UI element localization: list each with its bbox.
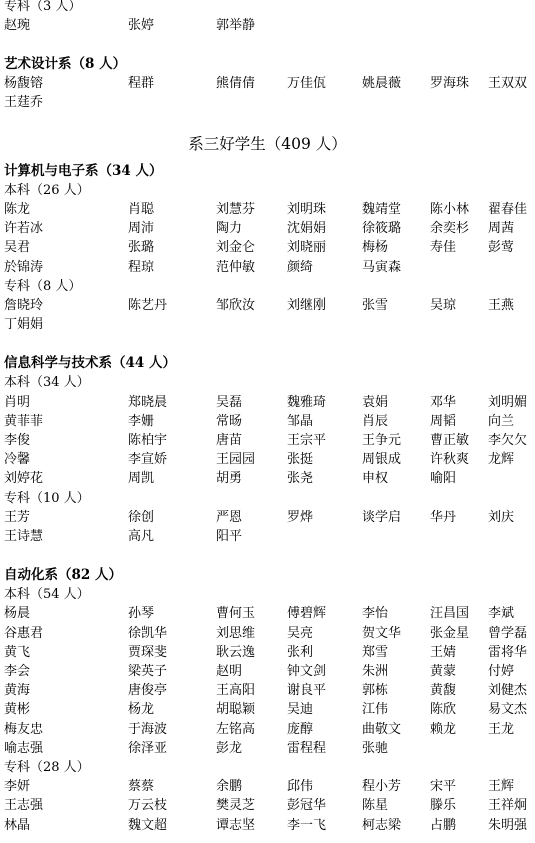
name-row <box>0 200 535 219</box>
name-row <box>0 796 535 815</box>
name-row <box>0 508 535 527</box>
student-name: 张尧 <box>287 471 314 487</box>
level-heading: 专科（28 人） <box>4 759 90 775</box>
student-name: 邹晶 <box>287 413 314 429</box>
name-row <box>0 816 535 835</box>
student-name: 曹何玉 <box>216 606 256 622</box>
student-name: 李俊 <box>4 432 31 448</box>
name-row <box>0 739 535 758</box>
level-heading: 专科（10 人） <box>4 490 90 506</box>
student-name: 朱明强 <box>488 817 528 833</box>
student-name: 李一飞 <box>287 817 327 833</box>
student-name: 王龙 <box>488 721 515 737</box>
student-name: 王争元 <box>362 432 402 448</box>
student-name: 周银成 <box>362 452 402 468</box>
student-name: 吴迪 <box>287 702 314 718</box>
student-name: 谷惠君 <box>4 625 44 641</box>
student-name: 程群 <box>128 76 155 92</box>
student-name: 刘晓丽 <box>287 240 327 256</box>
student-name: 罗海珠 <box>430 76 470 92</box>
student-name: 丁娟娟 <box>4 317 44 333</box>
student-name: 周茜 <box>488 221 515 237</box>
name-row <box>0 643 535 662</box>
student-name: 于海波 <box>128 721 168 737</box>
department-heading: 自动化系（82 人） <box>4 566 122 583</box>
student-name: 邓华 <box>430 394 457 410</box>
student-name: 翟春佳 <box>488 201 528 217</box>
student-name: 易文杰 <box>488 702 528 718</box>
student-name: 陶力 <box>216 221 243 237</box>
student-name: 陈小林 <box>430 201 470 217</box>
name-row <box>0 296 535 315</box>
student-name: 郭举静 <box>216 18 256 34</box>
student-name: 贾琛斐 <box>128 644 168 660</box>
student-name: 喻志强 <box>4 740 44 756</box>
student-name: 徐筱璐 <box>362 221 402 237</box>
student-name: 吴君 <box>4 240 31 256</box>
student-name: 詹晓玲 <box>4 297 44 313</box>
student-name: 耿云逸 <box>216 644 256 660</box>
name-row <box>0 720 535 739</box>
student-name: 傅碧辉 <box>287 606 327 622</box>
student-name: 刘明珠 <box>287 201 327 217</box>
student-name: 左铭高 <box>216 721 256 737</box>
student-name: 蔡蔡 <box>128 779 155 795</box>
name-row <box>0 74 535 93</box>
student-name: 谢良平 <box>287 683 327 699</box>
student-name: 李会 <box>4 663 31 679</box>
student-name: 雷程程 <box>287 740 327 756</box>
name-row <box>0 777 535 796</box>
student-name: 曾学磊 <box>488 625 528 641</box>
department-heading: 艺术设计系（8 人） <box>4 55 127 72</box>
student-name: 李怡 <box>362 606 389 622</box>
student-name: 王祥炯 <box>488 798 528 814</box>
student-name: 贺文华 <box>362 625 402 641</box>
name-row <box>0 238 535 257</box>
student-name: 谭志坚 <box>216 817 256 833</box>
student-name: 黄飞 <box>4 644 31 660</box>
student-name: 谈学启 <box>362 509 402 525</box>
student-name: 朱洲 <box>362 663 389 679</box>
student-name: 徐泽亚 <box>128 740 168 756</box>
student-name: 唐俊亭 <box>128 683 168 699</box>
student-name: 肖明 <box>4 394 31 410</box>
name-row <box>0 431 535 450</box>
student-name: 王燕 <box>488 297 515 313</box>
student-name: 杨馥镕 <box>4 76 44 92</box>
name-row <box>0 450 535 469</box>
student-name: 郑晓晨 <box>128 394 168 410</box>
name-row <box>0 93 535 112</box>
name-row <box>0 469 535 488</box>
student-name: 邱伟 <box>287 779 314 795</box>
student-name: 肖聪 <box>128 201 155 217</box>
student-name: 赵明 <box>216 663 243 679</box>
student-name: 周韬 <box>430 413 457 429</box>
student-name: 张金星 <box>430 625 470 641</box>
student-name: 程小芳 <box>362 779 402 795</box>
student-name: 万云枝 <box>128 798 168 814</box>
student-name: 曲敬文 <box>362 721 402 737</box>
student-name: 唐苗 <box>216 432 243 448</box>
name-row <box>0 16 535 35</box>
student-name: 庞醇 <box>287 721 314 737</box>
student-name: 黄彬 <box>4 702 31 718</box>
student-name: 王志强 <box>4 798 44 814</box>
student-name: 梅友忠 <box>4 721 44 737</box>
name-row <box>0 315 535 334</box>
student-name: 占鹏 <box>430 817 457 833</box>
name-row <box>0 681 535 700</box>
student-name: 许若冰 <box>4 221 44 237</box>
name-row <box>0 258 535 277</box>
student-name: 刘金仑 <box>216 240 256 256</box>
student-name: 陈柏宇 <box>128 432 168 448</box>
level-heading: 本科（34 人） <box>4 375 90 391</box>
student-name: 刘明媚 <box>488 394 528 410</box>
student-name: 刘婷花 <box>4 471 44 487</box>
student-name: 马寅森 <box>362 259 402 275</box>
student-name: 余鹏 <box>216 779 243 795</box>
student-name: 张婷 <box>128 18 155 34</box>
student-name: 张挺 <box>287 452 314 468</box>
student-name: 向兰 <box>488 413 515 429</box>
student-name: 邹欣汝 <box>216 297 256 313</box>
student-name: 付婷 <box>488 663 515 679</box>
student-name: 吴磊 <box>216 394 243 410</box>
student-name: 刘继刚 <box>287 297 327 313</box>
student-name: 罗烨 <box>287 509 314 525</box>
student-name: 黄馥 <box>430 683 457 699</box>
name-row <box>0 700 535 719</box>
student-name: 范仲敏 <box>216 259 256 275</box>
student-name: 沈娟娟 <box>287 221 327 237</box>
student-name: 许秋爽 <box>430 452 470 468</box>
student-name: 阳平 <box>216 528 243 544</box>
student-name: 江伟 <box>362 702 389 718</box>
student-name: 梅杨 <box>362 240 389 256</box>
student-name: 雷将华 <box>488 644 528 660</box>
student-name: 张雪 <box>362 297 389 313</box>
student-name: 喻阳 <box>430 471 457 487</box>
student-name: 郭栋 <box>362 683 389 699</box>
name-row <box>0 393 535 412</box>
level-heading: 本科（54 人） <box>4 587 90 603</box>
student-name: 熊倩倩 <box>216 76 256 92</box>
student-name: 刘思维 <box>216 625 256 641</box>
student-name: 申权 <box>362 471 389 487</box>
student-name: 曹正敏 <box>430 432 470 448</box>
page-title: 系三好学生（409 人） <box>188 134 347 153</box>
student-name: 彭冠华 <box>287 798 327 814</box>
student-name: 姚晨薇 <box>362 76 402 92</box>
student-name: 黄海 <box>4 683 31 699</box>
student-name: 陈艺丹 <box>128 297 168 313</box>
student-name: 吴亮 <box>287 625 314 641</box>
student-name: 王园园 <box>216 452 256 468</box>
student-name: 王宗平 <box>287 432 327 448</box>
student-name: 严恩 <box>216 509 243 525</box>
student-name: 黄菲菲 <box>4 413 44 429</box>
student-name: 郑雪 <box>362 644 389 660</box>
student-name: 李姗 <box>128 413 155 429</box>
name-row <box>0 219 535 238</box>
student-name: 王莛乔 <box>4 95 44 111</box>
student-name: 魏文超 <box>128 817 168 833</box>
student-name: 汪昌国 <box>430 606 470 622</box>
student-name: 陈欣 <box>430 702 457 718</box>
student-name: 徐凯华 <box>128 625 168 641</box>
student-name: 张利 <box>287 644 314 660</box>
student-name: 魏雅琦 <box>287 394 327 410</box>
student-name: 宋平 <box>430 779 457 795</box>
student-name: 赵琬 <box>4 18 31 34</box>
student-name: 王双双 <box>488 76 528 92</box>
student-name: 常旸 <box>216 413 243 429</box>
name-row <box>0 527 535 546</box>
student-name: 李宣娇 <box>128 452 168 468</box>
student-name: 陈龙 <box>4 201 31 217</box>
student-name: 张驰 <box>362 740 389 756</box>
student-name: 彭龙 <box>216 740 243 756</box>
student-name: 於锦涛 <box>4 259 44 275</box>
department-heading: 计算机与电子系（34 人） <box>4 162 163 179</box>
student-name: 胡勇 <box>216 471 243 487</box>
name-row <box>0 662 535 681</box>
student-name: 周沛 <box>128 221 155 237</box>
student-name: 王诗慧 <box>4 528 44 544</box>
student-name: 林晶 <box>4 817 31 833</box>
name-row <box>0 624 535 643</box>
student-name: 滕乐 <box>430 798 457 814</box>
student-name: 柯志梁 <box>362 817 402 833</box>
student-name: 胡聪颖 <box>216 702 256 718</box>
student-name: 李妍 <box>4 779 31 795</box>
level-heading: 专科（3 人） <box>4 0 82 14</box>
student-name: 李欠欠 <box>488 432 528 448</box>
student-name: 肖辰 <box>362 413 389 429</box>
student-name: 刘庆 <box>488 509 515 525</box>
student-name: 余奕杉 <box>430 221 470 237</box>
student-name: 钟文剑 <box>287 663 327 679</box>
name-row <box>0 604 535 623</box>
level-heading: 本科（26 人） <box>4 182 90 198</box>
student-name: 冷馨 <box>4 452 31 468</box>
student-name: 王婧 <box>430 644 457 660</box>
student-name: 万佳佤 <box>287 76 327 92</box>
student-name: 吴琼 <box>430 297 457 313</box>
student-name: 刘健杰 <box>488 683 528 699</box>
student-name: 颜绮 <box>287 259 314 275</box>
student-name: 高凡 <box>128 528 155 544</box>
student-name: 刘慧芬 <box>216 201 256 217</box>
department-heading: 信息科学与技术系（44 人） <box>4 355 176 372</box>
student-name: 黄蒙 <box>430 663 457 679</box>
student-name: 龙辉 <box>488 452 515 468</box>
student-name: 华丹 <box>430 509 457 525</box>
student-name: 赖龙 <box>430 721 457 737</box>
student-name: 程琼 <box>128 259 155 275</box>
student-name: 王高阳 <box>216 683 256 699</box>
student-name: 杨龙 <box>128 702 155 718</box>
student-name: 寿佳 <box>430 240 457 256</box>
student-name: 王芳 <box>4 509 31 525</box>
student-name: 王辉 <box>488 779 515 795</box>
student-name: 杨晨 <box>4 606 31 622</box>
student-name: 梁英子 <box>128 663 168 679</box>
level-heading: 专科（8 人） <box>4 278 82 294</box>
name-row <box>0 412 535 431</box>
student-name: 彭莺 <box>488 240 515 256</box>
student-name: 周凯 <box>128 471 155 487</box>
student-name: 樊灵芝 <box>216 798 256 814</box>
student-name: 徐创 <box>128 509 155 525</box>
student-name: 李斌 <box>488 606 515 622</box>
student-name: 袁娟 <box>362 394 389 410</box>
student-name: 张璐 <box>128 240 155 256</box>
student-name: 魏靖堂 <box>362 201 402 217</box>
student-name: 孙琴 <box>128 606 155 622</box>
student-name: 陈星 <box>362 798 389 814</box>
